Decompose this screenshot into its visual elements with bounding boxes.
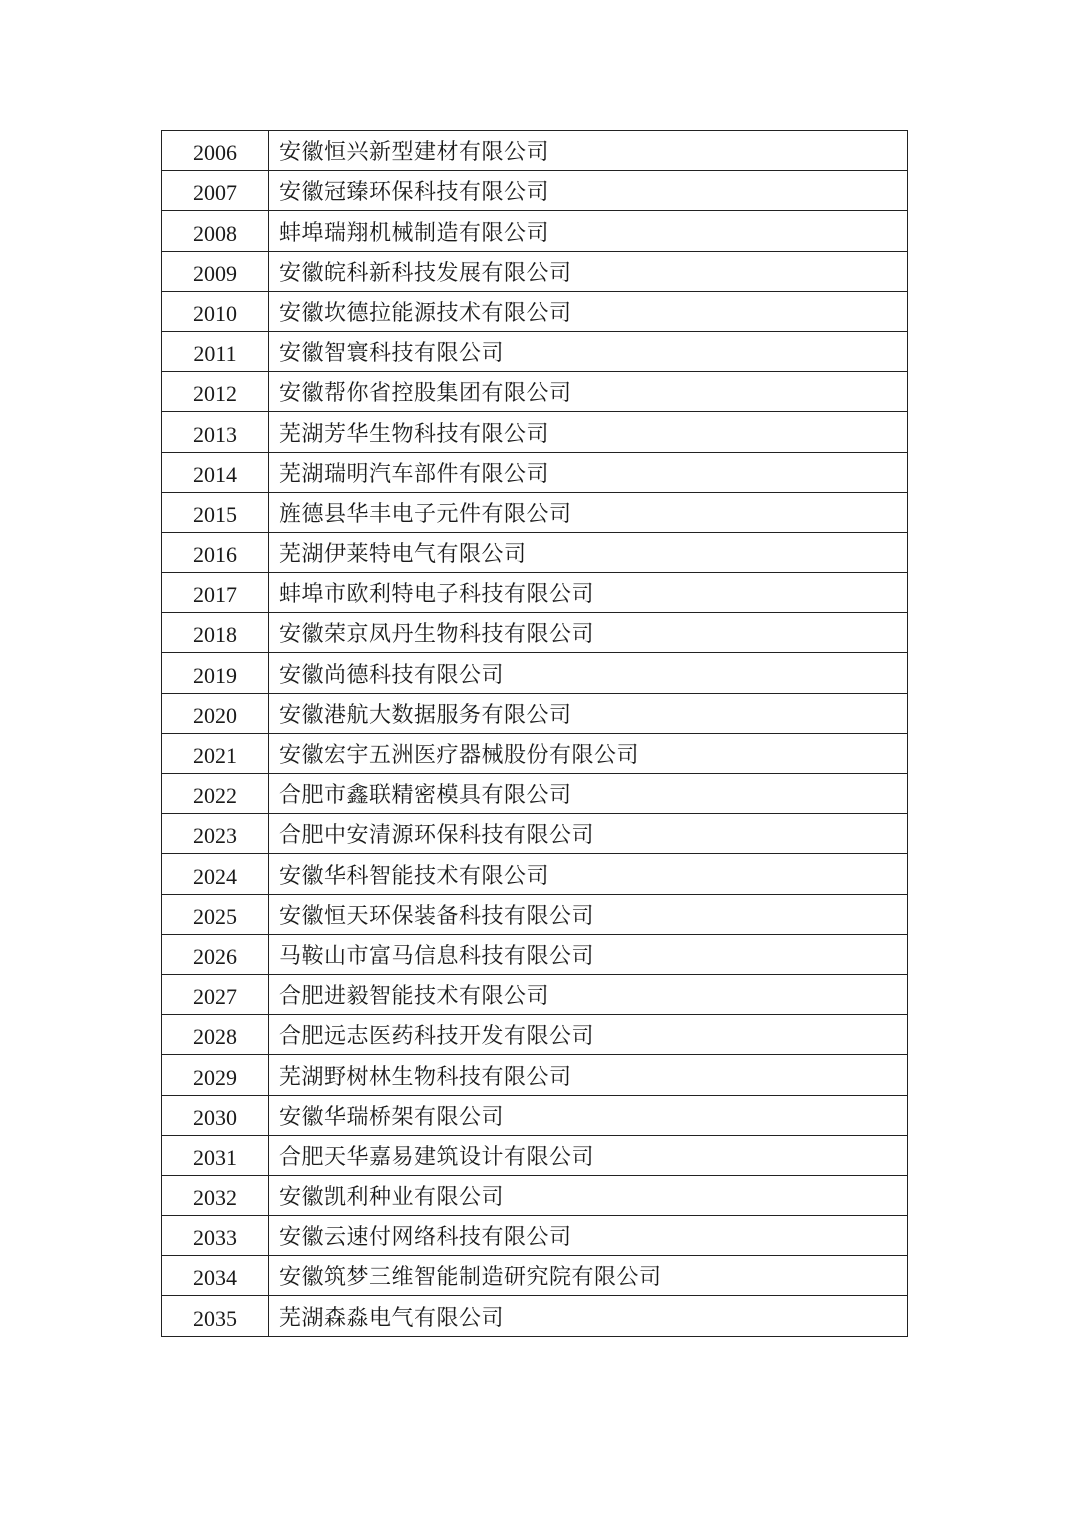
row-number: 2018 bbox=[162, 613, 269, 653]
table-row bbox=[162, 1095, 908, 1135]
company-name: 安徽帮你省控股集团有限公司 bbox=[269, 372, 908, 412]
table-row bbox=[162, 814, 908, 854]
company-name: 安徽冠臻环保科技有限公司 bbox=[269, 171, 908, 211]
company-name: 合肥中安清源环保科技有限公司 bbox=[269, 814, 908, 854]
row-number: 2008 bbox=[162, 211, 269, 251]
table-row bbox=[162, 733, 908, 773]
table-row bbox=[162, 653, 908, 693]
row-number: 2020 bbox=[162, 693, 269, 733]
company-name: 安徽坎德拉能源技术有限公司 bbox=[269, 291, 908, 331]
row-number: 2029 bbox=[162, 1055, 269, 1095]
row-number: 2015 bbox=[162, 492, 269, 532]
table-row bbox=[162, 1135, 908, 1175]
company-name: 安徽云速付网络科技有限公司 bbox=[269, 1216, 908, 1256]
company-name: 合肥远志医药科技开发有限公司 bbox=[269, 1015, 908, 1055]
company-name: 安徽智寰科技有限公司 bbox=[269, 331, 908, 371]
row-number: 2034 bbox=[162, 1256, 269, 1296]
company-name: 芜湖森淼电气有限公司 bbox=[269, 1296, 908, 1336]
table-row bbox=[162, 974, 908, 1014]
company-name: 安徽华瑞桥架有限公司 bbox=[269, 1095, 908, 1135]
row-number: 2009 bbox=[162, 251, 269, 291]
table-row bbox=[162, 492, 908, 532]
row-number: 2031 bbox=[162, 1135, 269, 1175]
table-row bbox=[162, 1296, 908, 1336]
row-number: 2014 bbox=[162, 452, 269, 492]
row-number: 2026 bbox=[162, 934, 269, 974]
row-number: 2032 bbox=[162, 1175, 269, 1215]
row-number: 2027 bbox=[162, 974, 269, 1014]
company-name: 芜湖瑞明汽车部件有限公司 bbox=[269, 452, 908, 492]
table-row bbox=[162, 774, 908, 814]
company-name: 安徽港航大数据服务有限公司 bbox=[269, 693, 908, 733]
row-number: 2019 bbox=[162, 653, 269, 693]
row-number: 2010 bbox=[162, 291, 269, 331]
row-number: 2011 bbox=[162, 331, 269, 371]
table-row bbox=[162, 452, 908, 492]
row-number: 2035 bbox=[162, 1296, 269, 1336]
row-number: 2007 bbox=[162, 171, 269, 211]
company-name: 合肥市鑫联精密模具有限公司 bbox=[269, 774, 908, 814]
company-name: 安徽筑梦三维智能制造研究院有限公司 bbox=[269, 1256, 908, 1296]
row-number: 2006 bbox=[162, 131, 269, 171]
row-number: 2022 bbox=[162, 774, 269, 814]
company-name: 旌德县华丰电子元件有限公司 bbox=[269, 492, 908, 532]
row-number: 2021 bbox=[162, 733, 269, 773]
company-name: 安徽华科智能技术有限公司 bbox=[269, 854, 908, 894]
company-name: 芜湖伊莱特电气有限公司 bbox=[269, 532, 908, 572]
row-number: 2025 bbox=[162, 894, 269, 934]
table-row bbox=[162, 1256, 908, 1296]
table-row bbox=[162, 412, 908, 452]
row-number: 2033 bbox=[162, 1216, 269, 1256]
table-row bbox=[162, 1175, 908, 1215]
table-row bbox=[162, 613, 908, 653]
table-row bbox=[162, 573, 908, 613]
row-number: 2017 bbox=[162, 573, 269, 613]
table-row bbox=[162, 934, 908, 974]
company-name: 蚌埠瑞翔机械制造有限公司 bbox=[269, 211, 908, 251]
company-name: 合肥天华嘉易建筑设计有限公司 bbox=[269, 1135, 908, 1175]
company-name: 芜湖芳华生物科技有限公司 bbox=[269, 412, 908, 452]
company-name: 芜湖野树林生物科技有限公司 bbox=[269, 1055, 908, 1095]
table-row bbox=[162, 532, 908, 572]
company-name: 安徽恒兴新型建材有限公司 bbox=[269, 131, 908, 171]
company-name: 安徽荣京凤丹生物科技有限公司 bbox=[269, 613, 908, 653]
table-row bbox=[162, 211, 908, 251]
table-row bbox=[162, 854, 908, 894]
company-name: 安徽恒天环保装备科技有限公司 bbox=[269, 894, 908, 934]
company-name: 安徽宏宇五洲医疗器械股份有限公司 bbox=[269, 733, 908, 773]
company-name: 合肥进毅智能技术有限公司 bbox=[269, 974, 908, 1014]
table-row bbox=[162, 693, 908, 733]
row-number: 2023 bbox=[162, 814, 269, 854]
table-body bbox=[162, 131, 908, 1337]
table-row bbox=[162, 131, 908, 171]
table-row bbox=[162, 1216, 908, 1256]
company-list-table bbox=[161, 130, 908, 1337]
row-number: 2012 bbox=[162, 372, 269, 412]
company-name: 安徽皖科新科技发展有限公司 bbox=[269, 251, 908, 291]
table-row bbox=[162, 251, 908, 291]
row-number: 2028 bbox=[162, 1015, 269, 1055]
company-name: 安徽凯利种业有限公司 bbox=[269, 1175, 908, 1215]
company-name: 安徽尚德科技有限公司 bbox=[269, 653, 908, 693]
table-row bbox=[162, 171, 908, 211]
table-row bbox=[162, 1015, 908, 1055]
company-name: 马鞍山市富马信息科技有限公司 bbox=[269, 934, 908, 974]
table-row bbox=[162, 894, 908, 934]
row-number: 2016 bbox=[162, 532, 269, 572]
table-row bbox=[162, 372, 908, 412]
row-number: 2024 bbox=[162, 854, 269, 894]
table-row bbox=[162, 291, 908, 331]
row-number: 2013 bbox=[162, 412, 269, 452]
company-name: 蚌埠市欧利特电子科技有限公司 bbox=[269, 573, 908, 613]
table-row bbox=[162, 1055, 908, 1095]
table-row bbox=[162, 331, 908, 371]
row-number: 2030 bbox=[162, 1095, 269, 1135]
